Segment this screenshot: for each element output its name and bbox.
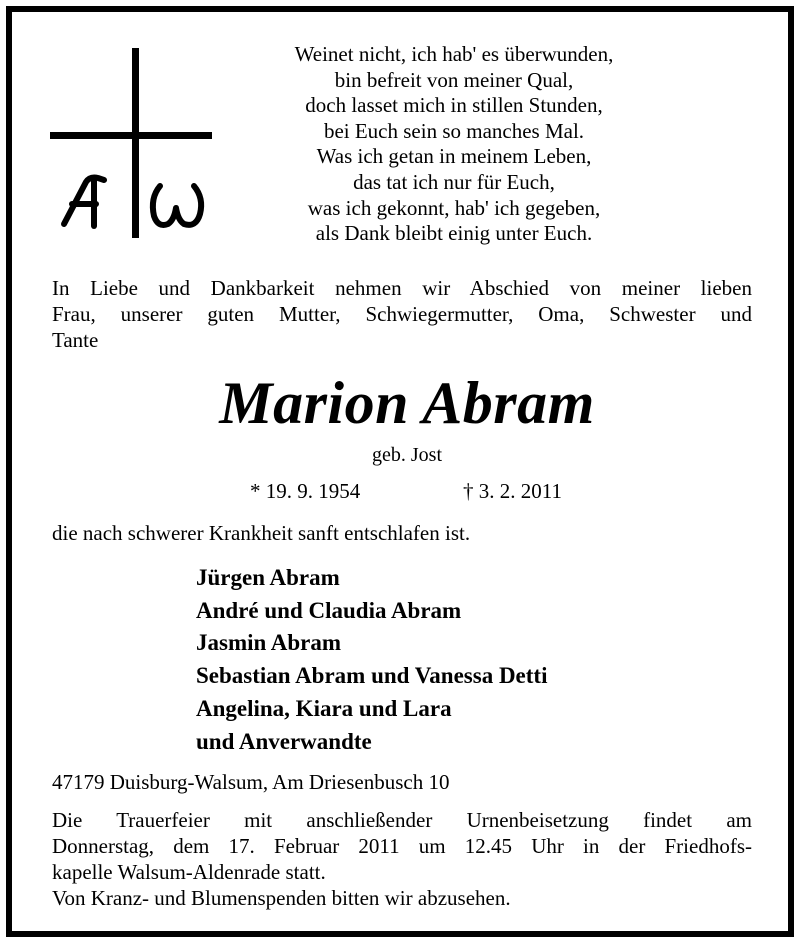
service-line: Die Trauerfeier mit anschließender Urnenbeisetzung findet am	[52, 808, 752, 832]
mourner-name: Jürgen Abram	[196, 565, 340, 590]
maiden-name: geb. Jost	[372, 444, 442, 466]
poem-line: doch lasset mich in stillen Stunden,	[305, 93, 603, 118]
obituary-notice	[6, 6, 794, 937]
deceased-name: Marion Abram	[219, 370, 595, 436]
alpha-glyph	[64, 178, 104, 227]
mourner-name: André und Claudia Abram	[196, 597, 462, 623]
mourner-name: Sebastian Abram und Vanessa Detti	[196, 663, 548, 689]
cross-horizontal-bar	[50, 132, 212, 139]
omega-glyph	[153, 186, 201, 225]
service-info	[52, 807, 752, 911]
intro-line: Tante	[52, 328, 99, 352]
intro-text	[52, 275, 752, 353]
service-line: Donnerstag, dem 17. Februar 2011 um 12.45 Uhr in der Friedhofs-	[52, 834, 752, 858]
intro-line: Frau, unserer guten Mutter, Schwiegermutter, Oma, Schwester und	[52, 302, 752, 326]
service-line: Von Kranz- und Blumenspenden bitten wir abzusehen.	[52, 886, 511, 910]
death-date: † 3. 2. 2011	[463, 479, 562, 503]
poem-line: Was ich getan in meinem Leben,	[316, 144, 592, 169]
mourners-list	[196, 562, 547, 758]
poem-line: was ich gekonnt, hab' ich gegeben,	[307, 195, 601, 220]
passed-text: die nach schwerer Krankheit sanft entschlafen ist.	[52, 521, 471, 545]
mourner-name: Jasmin Abram	[196, 630, 342, 656]
cross-alpha-omega-icon	[50, 48, 216, 238]
intro-line: In Liebe und Dankbarkeit nehmen wir Abschied von meiner lieben	[52, 276, 752, 300]
service-line: kapelle Walsum-Aldenrade statt.	[52, 860, 326, 884]
poem-line: als Dank bleibt einig unter Euch.	[315, 221, 593, 246]
mourner-name: Angelina, Kiara und Lara	[196, 695, 452, 721]
birth-date: * 19. 9. 1954	[250, 479, 361, 503]
address: 47179 Duisburg-Walsum, Am Driesenbusch 10	[52, 770, 450, 794]
poem-line: bin befreit von meiner Qual,	[334, 67, 574, 92]
mourner-name: und Anverwandte	[196, 728, 372, 754]
poem-line: das tat ich nur für Euch,	[353, 169, 555, 194]
poem-line: Weinet nicht, ich hab' es überwunden,	[294, 42, 614, 66]
poem-line: bei Euch sein so manches Mal.	[323, 118, 585, 143]
cross-vertical-bar	[132, 48, 139, 238]
poem	[244, 42, 664, 247]
